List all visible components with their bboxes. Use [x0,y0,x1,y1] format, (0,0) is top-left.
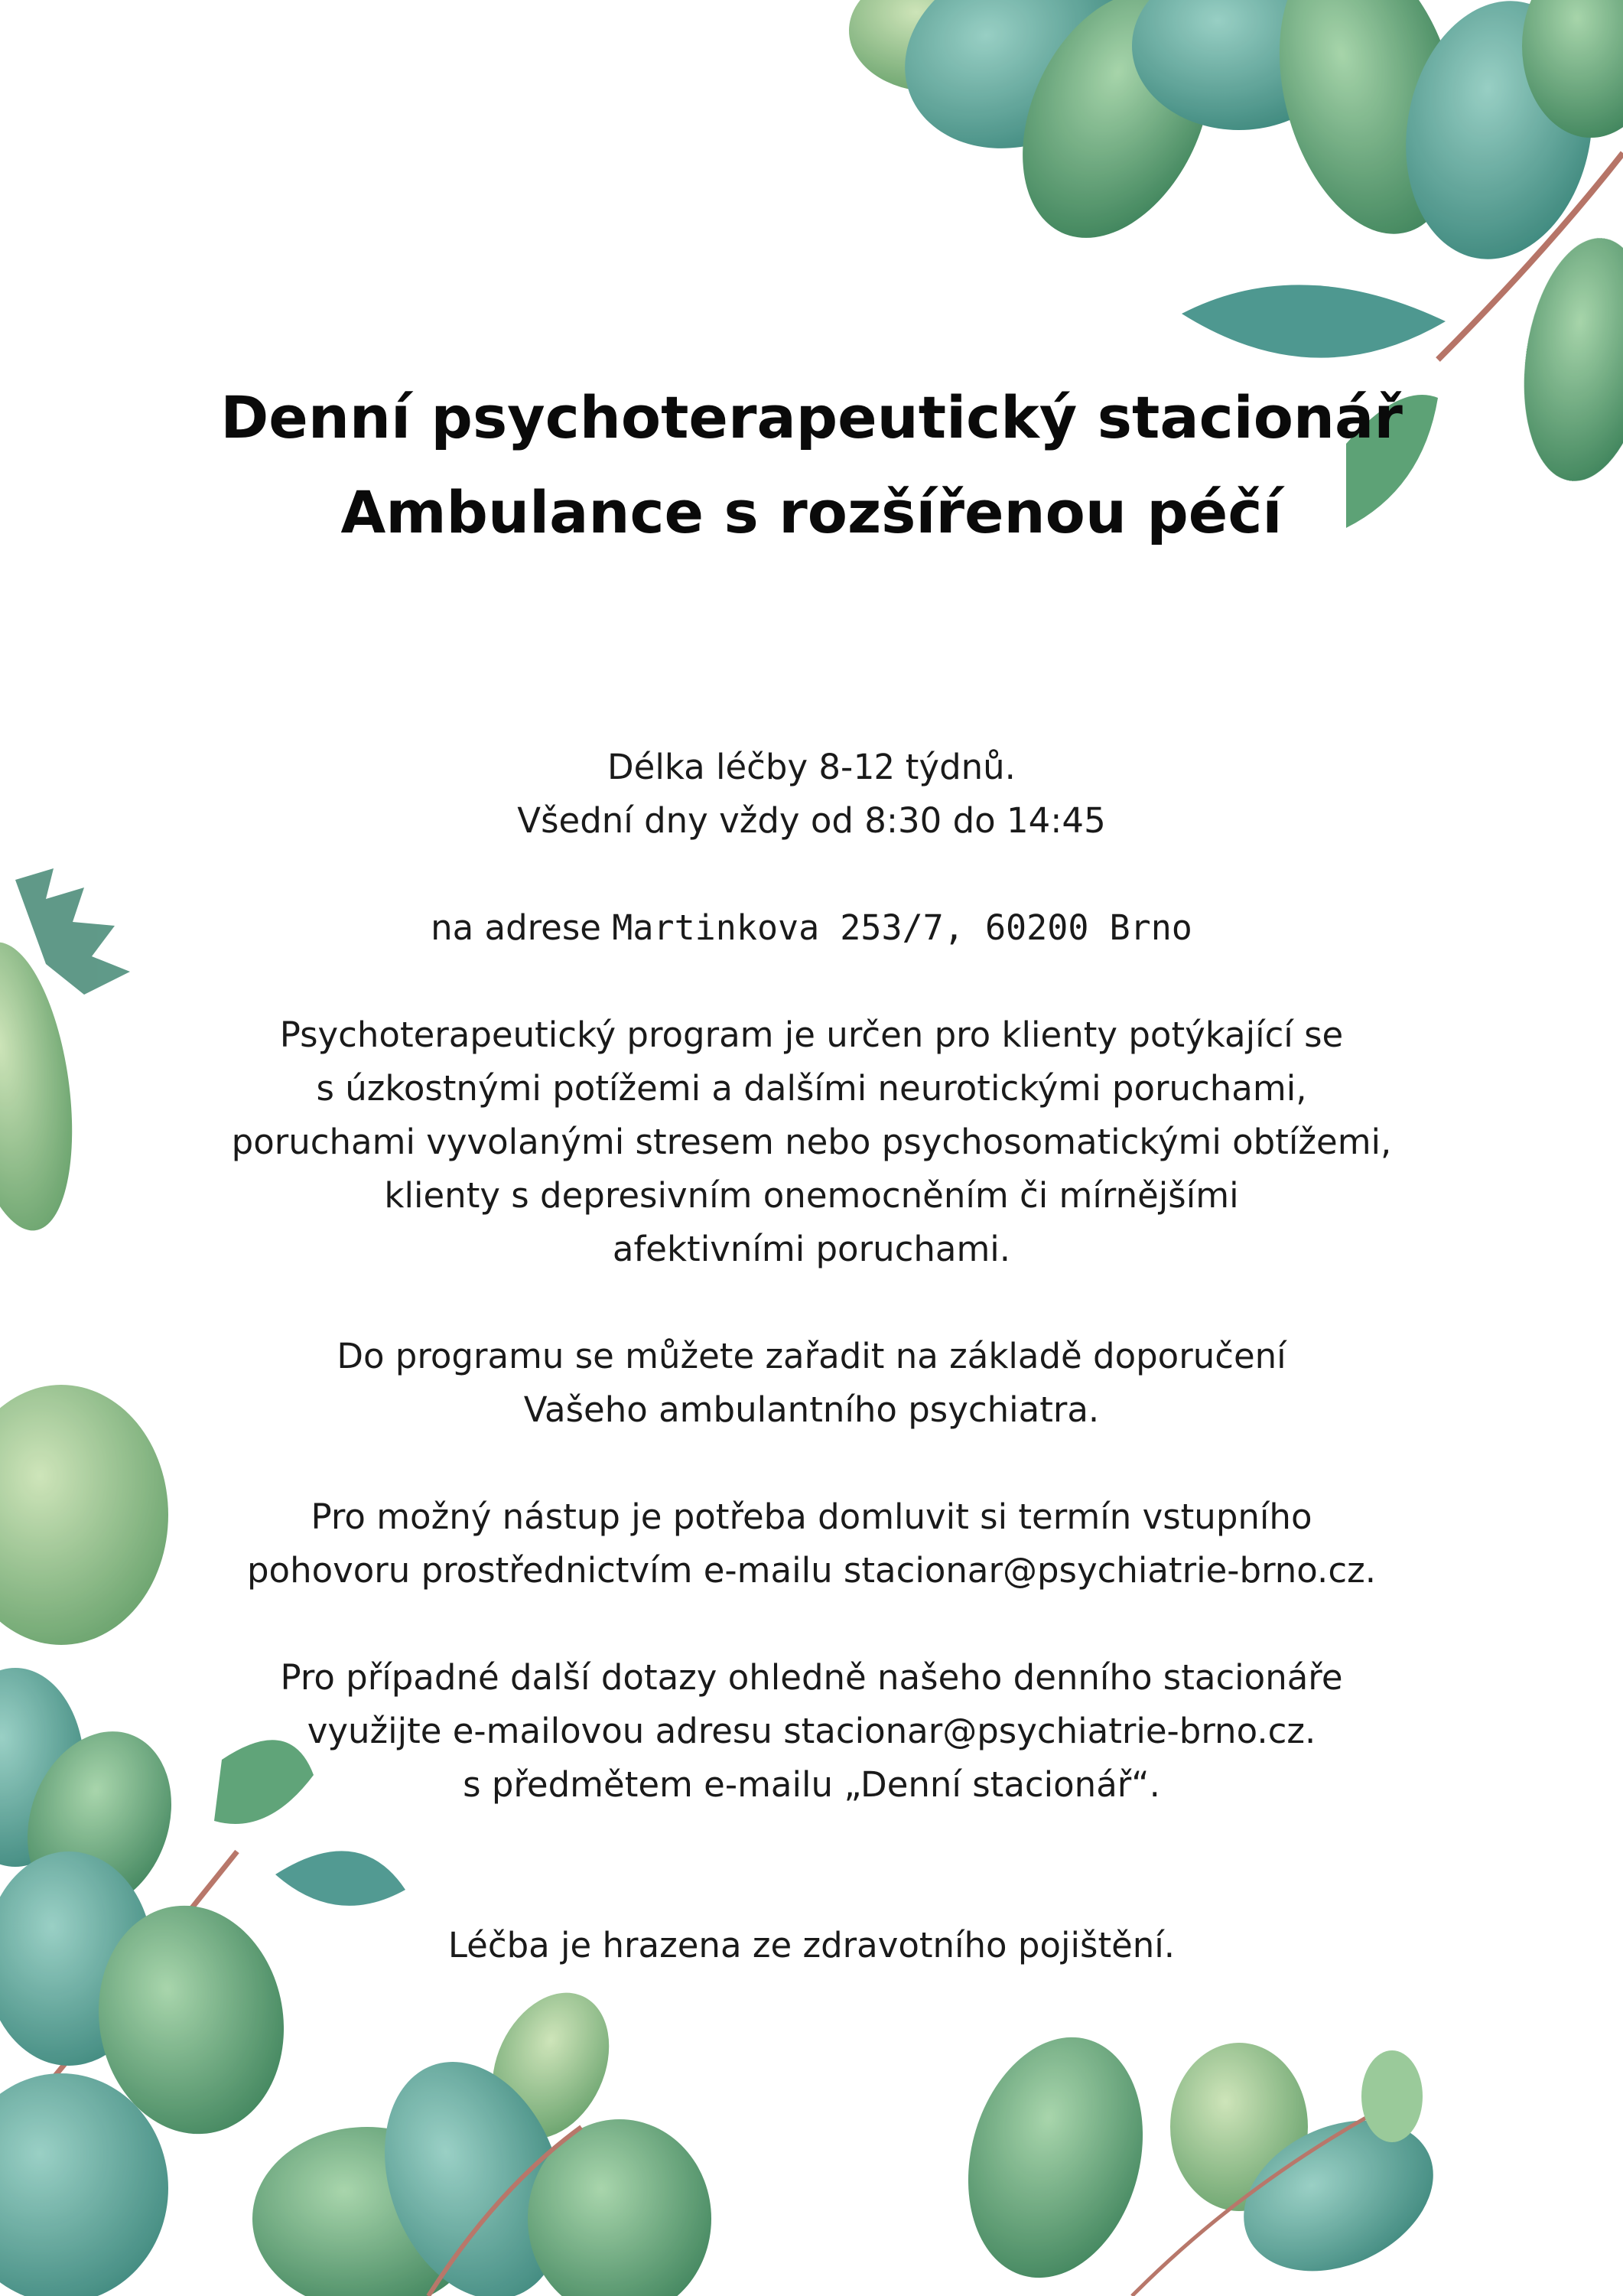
admission-line: Pro možný nástup je potřeba domluvit si termín vstupního [311,1496,1312,1537]
referral-line: Do programu se můžete zařadit na základě doporučení [337,1336,1286,1376]
referral-line: Vašeho ambulantního psychiatra. [523,1389,1100,1430]
program-line: poruchami vyvolanými stresem nebo psychosomatickými obtížemi, [231,1122,1392,1162]
insurance-note: Léčba je hrazena ze zdravotního pojištění. [447,1925,1176,1965]
program-line: Psychoterapeutický program je určen pro klienty potýkající se [279,1014,1344,1055]
address-text: na adrese Martinkova 253/7, 60200 Brno [431,907,1192,948]
page-subtitle: Ambulance s rozšířenou péčí [340,478,1283,546]
left-middle-leaves [0,868,130,1238]
contact-line: s předmětem e-mailu „Denní stacionář“. [463,1764,1160,1805]
program-line: s úzkostnými potížemi a dalšími neurotickými poruchami, [316,1068,1307,1109]
program-line: klienty s depresivním onemocněním či mírnějšími [384,1175,1239,1216]
contact-line: Pro případné další dotazy ohledně našeho denního stacionáře [280,1657,1343,1698]
page-title: Denní psychoterapeutický stacionář [220,383,1403,451]
treatment-duration: Délka léčby 8-12 týdnů. [607,747,1016,787]
bottom-leaves [252,1974,1458,2296]
contact-line: využijte e-mailovou adresu stacionar@psychiatrie-brno.cz. [307,1711,1316,1751]
flyer-body [122,741,1501,1972]
program-line: afektivními poruchami. [612,1229,1011,1269]
schedule-text: Všední dny vždy od 8:30 do 14:45 [517,800,1106,841]
admission-line: pohovoru prostřednictvím e-mailu stacionar@psychiatrie-brno.cz. [246,1550,1377,1591]
